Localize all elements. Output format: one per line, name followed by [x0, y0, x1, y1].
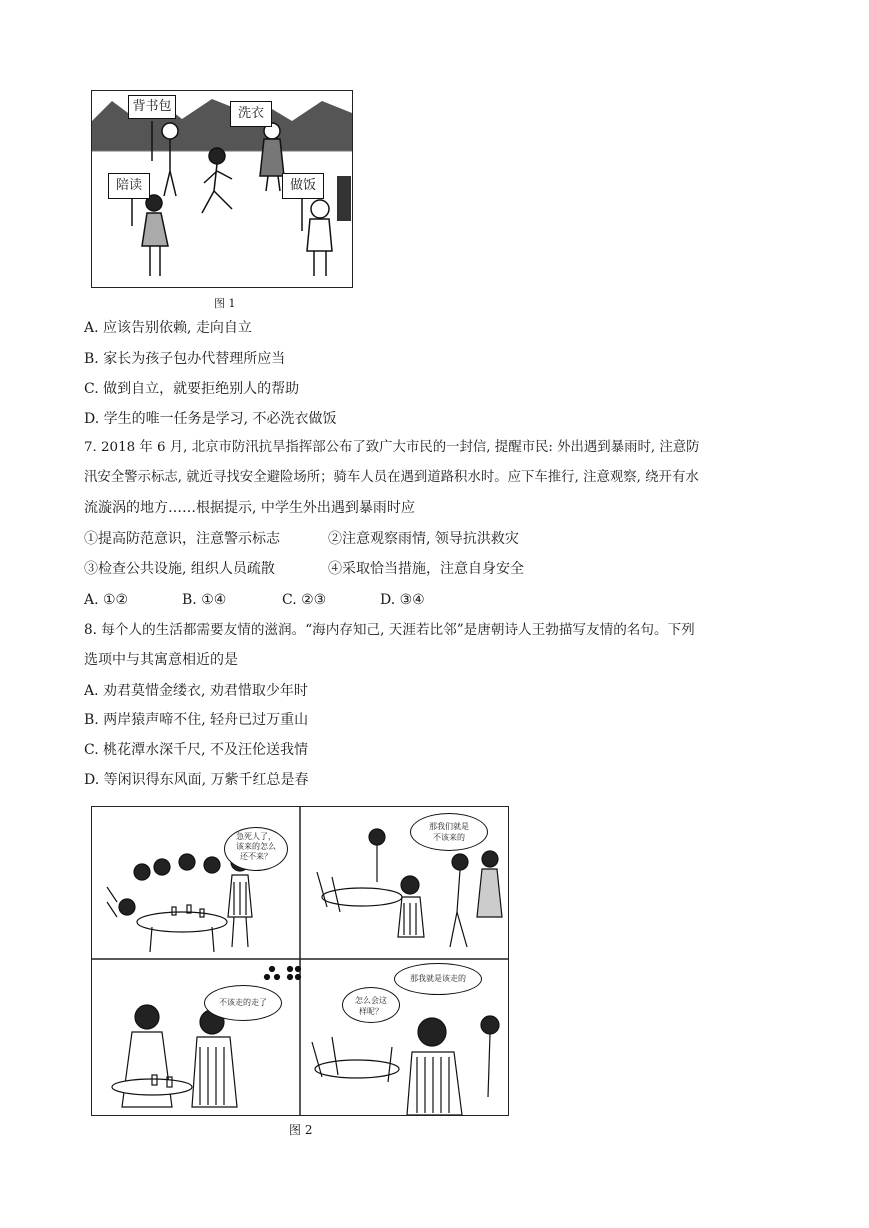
q7-option-a: A. ①②	[84, 592, 129, 608]
panel-3-art	[112, 967, 301, 1108]
figure-1-illustration	[91, 90, 353, 288]
q8-option-b: B. 两岸猿声啼不住, 轻舟已过万重山	[84, 712, 309, 728]
q8-option-d: D. 等闲识得东风面, 万紫千红总是春	[84, 772, 309, 788]
q8-option-a: A. 劝君莫惜金缕衣, 劝君惜取少年时	[84, 683, 308, 699]
q7-item-1: ①提高防范意识，注意警示标志	[84, 531, 280, 547]
panel-4-art	[312, 1016, 499, 1115]
figure-2-caption: 图 2	[289, 1123, 313, 1137]
panel-1-art	[107, 853, 252, 952]
sign-study-companion: 陪读	[108, 173, 150, 199]
q7-stem-line-1: 7. 2018 年 6 月, 北京市防汛抗旱指挥部公布了致广大市民的一封信, 提醒市民: 外出遇到暴雨时, 注意防	[84, 440, 700, 455]
q6-option-b: B. 家长为孩子包办代替理所应当	[84, 351, 286, 367]
q7-option-c: C. ②③	[282, 592, 327, 608]
figure-1-caption: 图 1	[214, 297, 236, 310]
q6-option-d: D. 学生的唯一任务是学习, 不必洗衣做饭	[84, 411, 337, 427]
q7-stem-line-2: 汛安全警示标志, 就近寻找安全避险场所；骑车人员在遇到道路积水时。应下车推行, 注意观察, 绕开有水	[84, 470, 699, 485]
figure-2-comic	[91, 806, 509, 1116]
q7-item-3: ③检查公共设施, 组织人员疏散	[84, 561, 275, 577]
sign-cooking: 做饭	[282, 173, 324, 199]
q6-option-a: A. 应该告别依赖, 走向自立	[84, 320, 252, 336]
girl-figure	[132, 191, 168, 276]
grandpa-figure	[302, 193, 332, 276]
q6-option-c: C. 做到自立，就要拒绝别人的帮助	[84, 381, 300, 397]
running-boy	[202, 148, 232, 213]
speech-bubble-5: 那我就是该走的	[394, 963, 482, 995]
speech-bubble-4: 怎么会这 样呢？	[342, 987, 400, 1023]
speech-bubble-3: 不该走的走了	[204, 985, 282, 1021]
panel-2-art	[317, 829, 502, 947]
grandma-figure	[260, 123, 284, 191]
sign-laundry: 洗衣	[230, 101, 272, 127]
sign-backpack: 背书包	[128, 95, 176, 119]
q7-option-d: D. ③④	[380, 592, 425, 608]
q7-item-4: ④采取恰当措施，注意自身安全	[328, 561, 524, 577]
q7-item-2: ②注意观察雨情, 领导抗洪救灾	[328, 531, 519, 547]
q8-option-c: C. 桃花潭水深千尺, 不及汪伦送我情	[84, 742, 309, 758]
speech-bubble-2: 那我们就是 不该来的	[410, 813, 488, 851]
q8-stem-line-1: 8. 每个人的生活都需要友情的滋润。“海内存知己, 天涯若比邻”是唐朝诗人王勃描写友情的名句。下列	[84, 622, 695, 638]
q7-option-b: B. ①④	[182, 592, 227, 608]
speech-bubble-1: 急死人了， 该来的怎么 还不来？	[224, 827, 288, 871]
q8-stem-line-2: 选项中与其寓意相近的是	[84, 652, 238, 668]
q7-stem-line-3: 流漩涡的地方……根据提示, 中学生外出遇到暴雨时应	[84, 500, 415, 516]
